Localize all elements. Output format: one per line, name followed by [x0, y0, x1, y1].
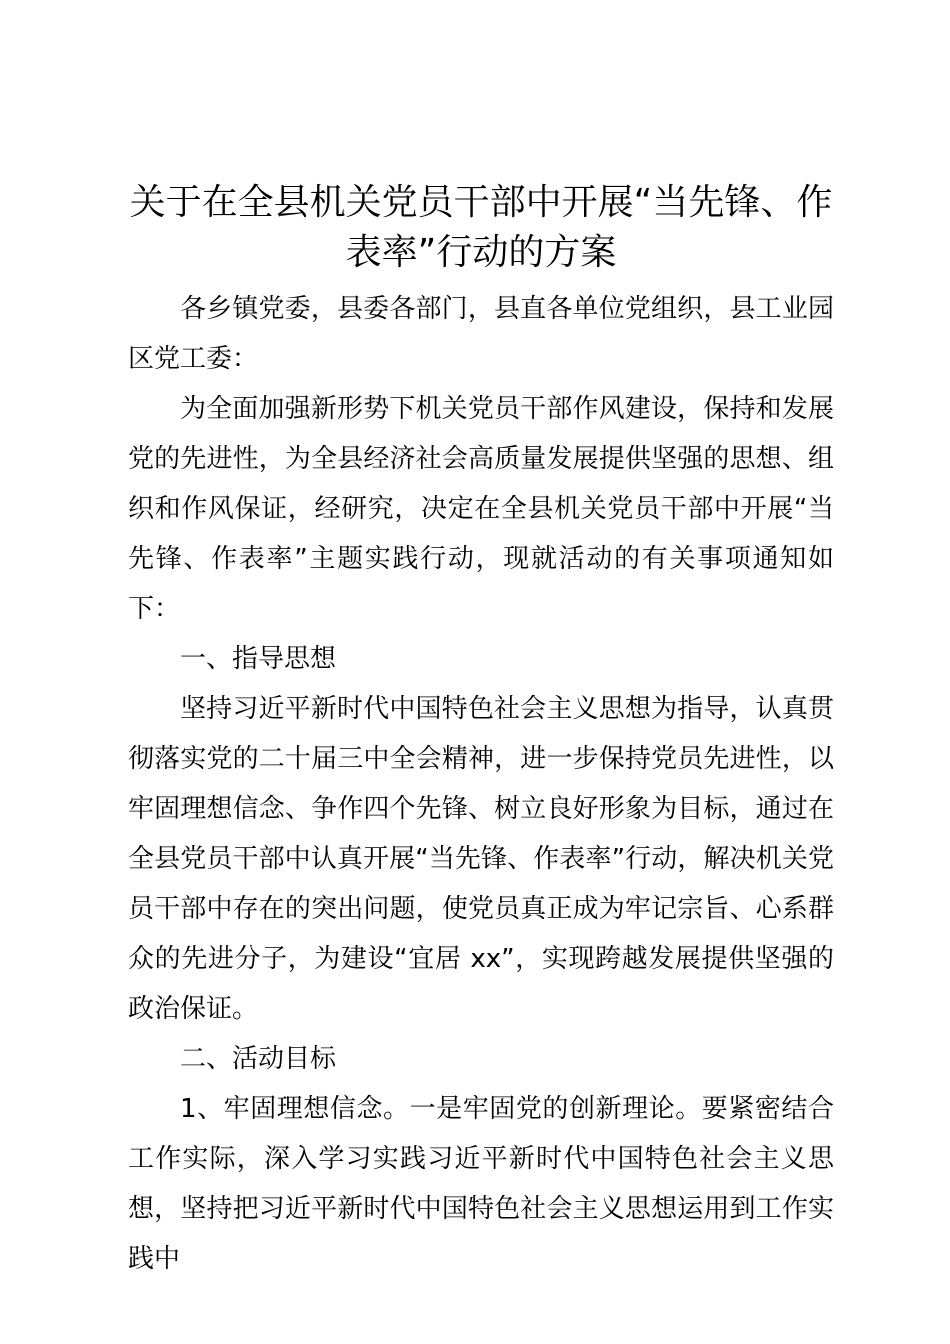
activity-goal-item-1: 1、牢固理想信念。一是牢固党的创新理论。要紧密结合工作实际，深入学习实践习近平新时代中国特色社会主义思想，坚持把习近平新时代中国特色社会主义思想运用到工作实践中 — [128, 1094, 834, 1274]
intro-paragraph: 为全面加强新形势下机关党员干部作风建设，保持和发展党的先进性，为全县经济社会高质量发展提供坚强的思想、组织和作风保证，经研究，决定在全县机关党员干部中开展“当先锋、作表率”主题实践行动，现就活动的有关事项通知如下： — [128, 394, 834, 624]
guiding-thought-paragraph: 坚持习近平新时代中国特色社会主义思想为指导，认真贯彻落实党的二十届三中全会精神，进一步保持党员先进性，以牢固理想信念、争作四个先锋、树立良好形象为目标，通过在全县党员干部中认真开展“当先锋、作表率”行动，解决机关党员干部中存在的突出问题，使党员真正成为牢记宗旨、心系群众的先进分子，为建设“宜居 xx”，实现跨越发展提供坚强的政治保证。 — [128, 694, 834, 1024]
document-title: 关于在全县机关党员干部中开展“当先锋、作表率”行动的方案 — [129, 182, 833, 273]
salutation: 各乡镇党委，县委各部门，县直各单位党组织，县工业园区党工委： — [128, 294, 834, 374]
section-heading-activity-goals: 二、活动目标 — [180, 1044, 337, 1074]
section-heading-guiding-thought: 一、指导思想 — [180, 644, 337, 674]
document-body — [128, 178, 834, 1284]
